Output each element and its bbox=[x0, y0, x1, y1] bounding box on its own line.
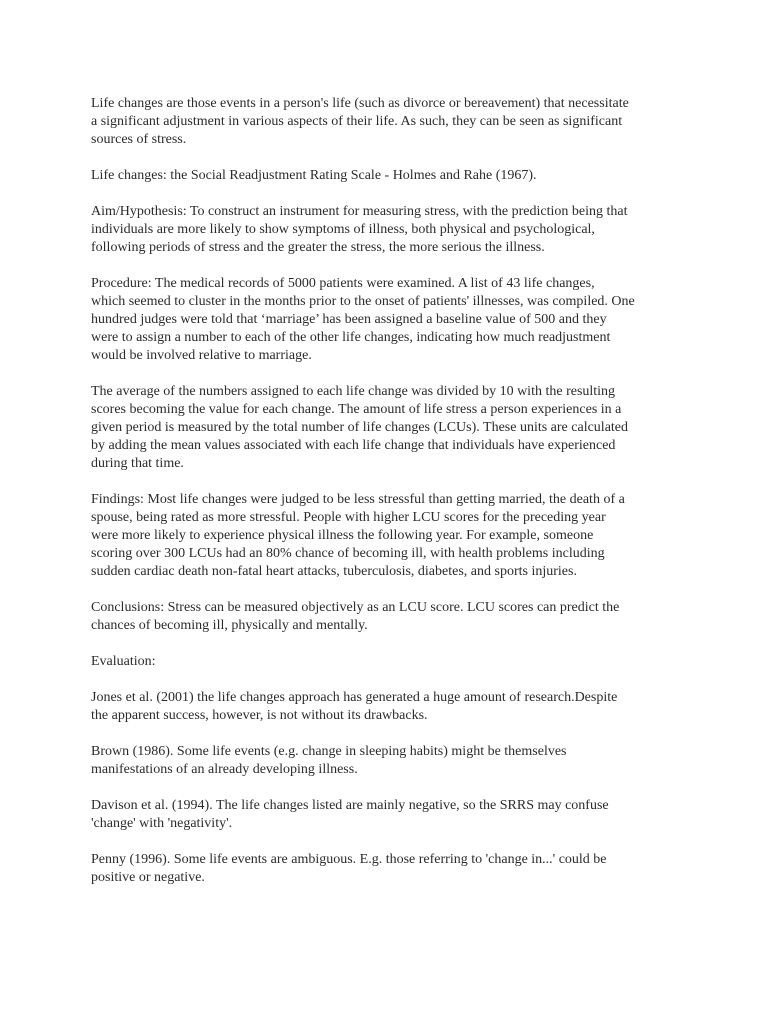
evaluation-brown-paragraph: Brown (1986). Some life events (e.g. change in sleeping habits) might be themselves manifestations of an already developing illness. bbox=[91, 744, 567, 777]
document-page bbox=[91, 95, 711, 905]
study-title: Life changes: the Social Readjustment Rating Scale - Holmes and Rahe (1967). bbox=[91, 168, 537, 183]
evaluation-jones-paragraph: Jones et al. (2001) the life changes approach has generated a huge amount of research.Despite the apparent success, however, is not without its drawbacks. bbox=[91, 690, 618, 723]
evaluation-davison-paragraph: Davison et al. (1994). The life changes listed are mainly negative, so the SRRS may confuse 'change' with 'negativity'. bbox=[91, 798, 609, 831]
evaluation-penny-paragraph: Penny (1996). Some life events are ambiguous. E.g. those referring to 'change in...' could be positive or negative. bbox=[91, 852, 607, 885]
aim-hypothesis-paragraph: Aim/Hypothesis: To construct an instrument for measuring stress, with the prediction being that individuals are more likely to show symptoms of illness, both physical and psychological, following periods of stress and the greater the stress, the more serious the illness. bbox=[91, 204, 628, 255]
procedure-paragraph: Procedure: The medical records of 5000 patients were examined. A list of 43 life changes, which seemed to cluster in the months prior to the onset of patients' illnesses, was compiled. One hundred judges were told that ‘marriage’ has been assigned a baseline value of 500 and they were to assign a number to each of the other life changes, indicating how much readjustment would be involved relative to marriage. bbox=[91, 276, 635, 363]
intro-paragraph: Life changes are those events in a person's life (such as divorce or bereavement) that necessitate a significant adjustment in various aspects of their life. As such, they can be seen as significant sources of stress. bbox=[91, 96, 629, 147]
conclusions-paragraph: Conclusions: Stress can be measured objectively as an LCU score. LCU scores can predict the chances of becoming ill, physically and mentally. bbox=[91, 600, 620, 633]
lcu-calculation-paragraph: The average of the numbers assigned to each life change was divided by 10 with the resulting scores becoming the value for each change. The amount of life stress a person experiences in a given period is measured by the total number of life changes (LCUs). These units are calculated by adding the mean values associated with each life change that individuals have experienced during that time. bbox=[91, 384, 629, 471]
findings-paragraph: Findings: Most life changes were judged to be less stressful than getting married, the death of a spouse, being rated as more stressful. People with higher LCU scores for the preceding year were more likely to experience physical illness the following year. For example, someone scoring over 300 LCUs had an 80% chance of becoming ill, with health problems including sudden cardiac death non-fatal heart attacks, tuberculosis, diabetes, and sports injuries. bbox=[91, 492, 625, 579]
evaluation-heading: Evaluation: bbox=[91, 654, 156, 669]
